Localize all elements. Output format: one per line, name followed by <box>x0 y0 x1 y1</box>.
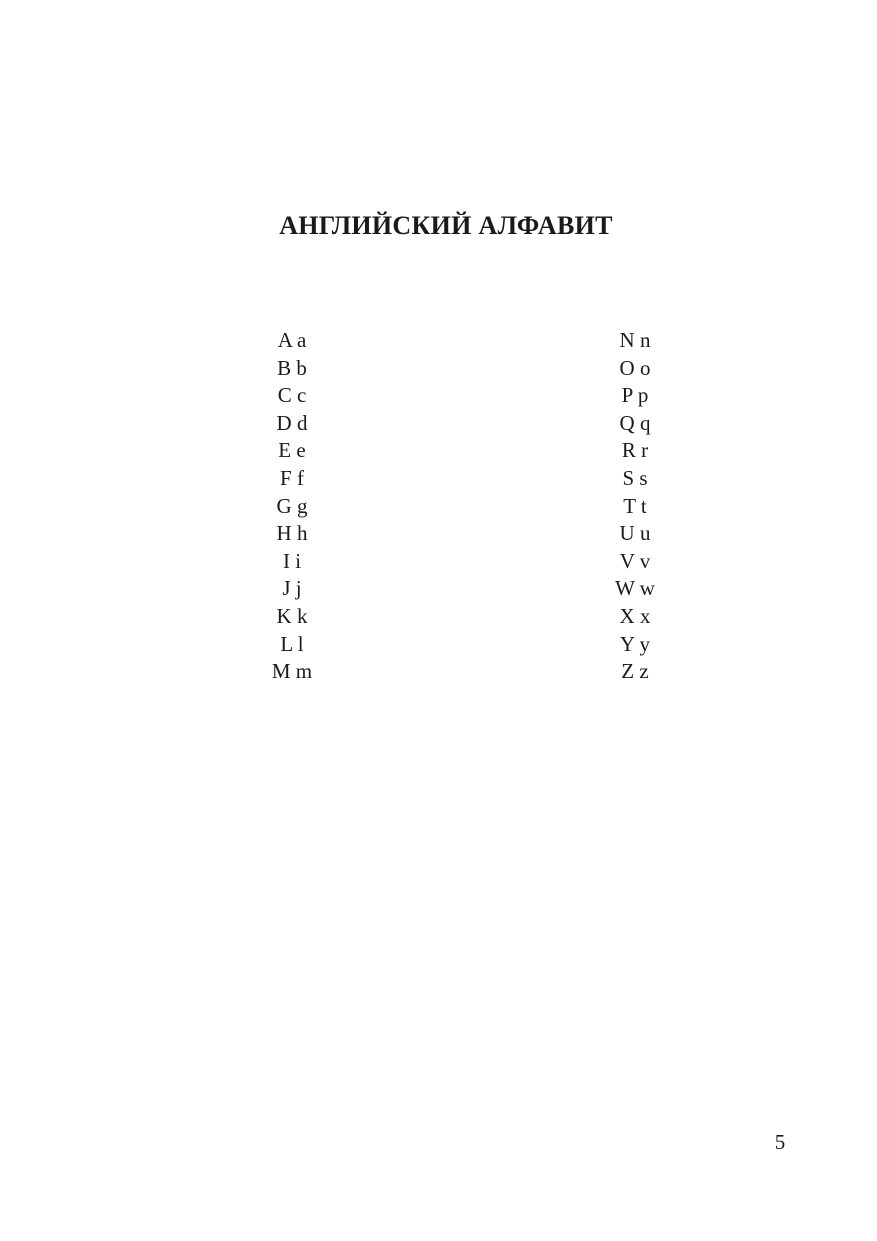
letter-pair: O o <box>619 355 651 380</box>
alphabet-right-column <box>575 327 695 686</box>
page-title: АНГЛИЙСКИЙ АЛФАВИТ <box>279 211 613 240</box>
letter-pair: E e <box>278 438 306 463</box>
letter-pair: Q q <box>619 410 651 435</box>
alphabet-left-column <box>232 327 352 686</box>
letter-pair: T t <box>623 493 647 518</box>
letter-pair: F f <box>280 465 304 490</box>
letter-pair: Y y <box>619 631 651 656</box>
letter-pair: M m <box>271 659 313 684</box>
letter-pair: D d <box>276 410 308 435</box>
letter-pair: R r <box>621 438 649 463</box>
letter-pair: V v <box>619 548 651 573</box>
letter-pair: L l <box>280 631 304 656</box>
page-number: 5 <box>774 1130 786 1154</box>
letter-pair: N n <box>619 328 651 352</box>
letter-pair: S s <box>622 465 648 490</box>
letter-pair: Z z <box>621 659 649 684</box>
letter-pair: J j <box>282 576 302 601</box>
letter-pair: I i <box>282 548 302 573</box>
letter-pair: G g <box>276 493 308 518</box>
letter-pair: W w <box>615 576 655 601</box>
letter-pair: B b <box>277 355 307 380</box>
letter-pair: C c <box>277 383 307 408</box>
letter-pair: A a <box>277 328 307 352</box>
letter-pair: H h <box>276 521 308 546</box>
letter-pair: X x <box>619 603 651 628</box>
letter-pair: K k <box>276 603 308 628</box>
letter-pair: P p <box>621 383 649 408</box>
letter-pair: U u <box>619 521 651 546</box>
